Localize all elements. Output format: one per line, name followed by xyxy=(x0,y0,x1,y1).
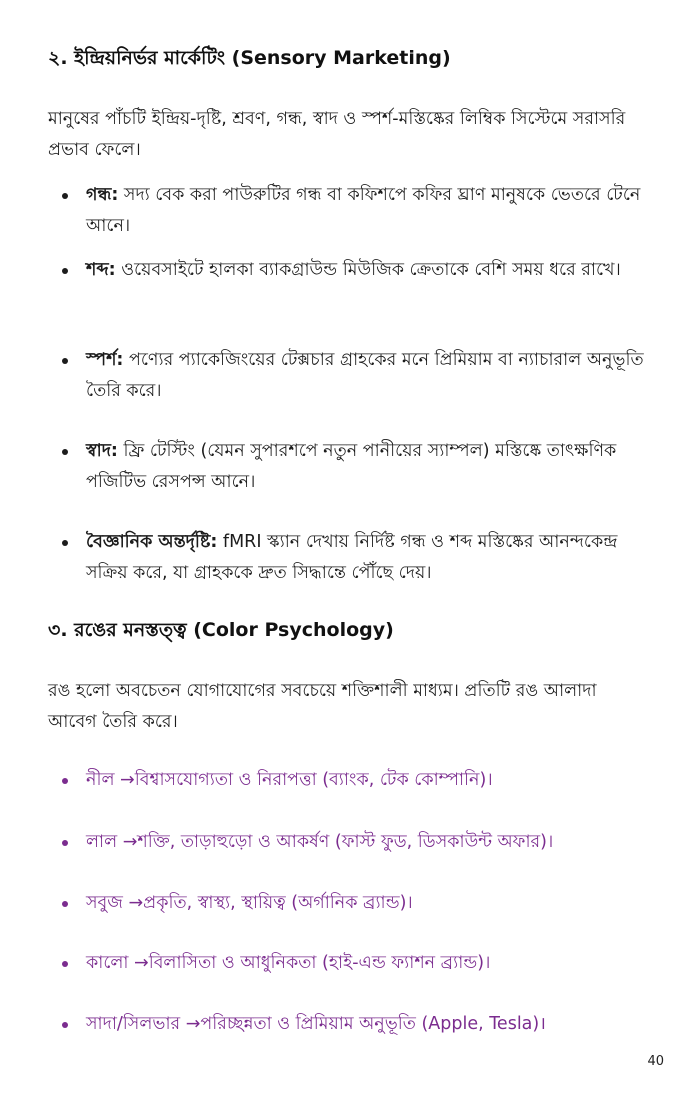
bullet xyxy=(62,778,68,784)
term-label: স্বাদ: xyxy=(86,441,118,461)
section-2-intro: মানুষের পাঁচটি ইন্দ্রিয়-দৃষ্টি, শ্রবণ, গন্ধ, স্বাদ ও স্পর্শ-মস্তিষ্কের লিম্বিক সিস্টেমে সরাসরি প্রভাব ফেলে। xyxy=(48,109,626,160)
bullet xyxy=(62,268,68,274)
page-number: 40 xyxy=(647,1054,664,1069)
bullet xyxy=(62,901,68,907)
color-item-text: সবুজ →প্রকৃতি, স্বাস্থ্য, স্থায়িত্ব (অর্গানিক ব্র্যান্ড)। xyxy=(86,893,413,913)
color-item-green xyxy=(62,888,652,919)
bullet xyxy=(62,193,68,199)
bullet xyxy=(62,1022,68,1028)
color-item-white xyxy=(62,1009,652,1040)
color-item-red xyxy=(62,827,652,858)
term-text: সদ্য বেক করা পাউরুটির গন্ধ বা কফিশপে কফির ঘ্রাণ মানুষকে ভেতরে টেনে আনে। xyxy=(86,185,641,236)
section-2-heading: ২. ইন্দ্রিয়নির্ভর মার্কেটিং (Sensory Marketing) xyxy=(48,47,451,69)
color-item-text: নীল →বিশ্বাসযোগ্যতা ও নিরাপত্তা (ব্যাংক, টেক কোম্পানি)। xyxy=(86,770,493,790)
bullet xyxy=(62,358,68,364)
bullet xyxy=(62,540,68,546)
term-text: পণ্যের প্যাকেজিংয়ের টেক্সচার গ্রাহকের মনে প্রিমিয়াম বা ন্যাচারাল অনুভূতি তৈরি করে। xyxy=(86,350,644,401)
term-label: গন্ধ: xyxy=(86,185,119,205)
term-text: ফ্রি টেস্টিং (যেমন সুপারশপে নতুন পানীয়ের স্যাম্পল) মস্তিষ্কে তাৎক্ষণিক পজিটিভ রেসপন্স আনে। xyxy=(86,441,617,492)
section-3-heading: ৩. রঙের মনস্তত্ত্ব (Color Psychology) xyxy=(48,619,394,641)
bullet xyxy=(62,961,68,967)
term-label: স্পর্শ: xyxy=(86,350,124,370)
list-item-smell xyxy=(62,180,647,242)
list-item-touch xyxy=(62,345,647,407)
color-item-text: কালো →বিলাসিতা ও আধুনিকতা (হাই-এন্ড ফ্যাশন ব্র্যান্ড)। xyxy=(86,953,491,973)
list-item-taste xyxy=(62,436,647,498)
section-3-intro: রঙ হলো অবচেতন যোগাযোগের সবচেয়ে শক্তিশালী মাধ্যম। প্রতিটি রঙ আলাদা আবেগ তৈরি করে। xyxy=(48,681,597,732)
color-item-text: লাল →শক্তি, তাড়াহুড়ো ও আকর্ষণ (ফাস্ট ফুড, ডিসকাউন্ট অফার)। xyxy=(86,832,554,852)
term-text: fMRI স্ক্যান দেখায় নির্দিষ্ট গন্ধ ও শব্দ মস্তিষ্কের আনন্দকেন্দ্র সক্রিয় করে, যা গ্রাহককে দ্রুত সিদ্ধান্তে পৌঁছে দেয়। xyxy=(86,532,618,583)
term-label: শব্দ: xyxy=(86,260,116,280)
color-item-text: সাদা/সিলভার →পরিচ্ছন্নতা ও প্রিমিয়াম অনুভূতি (Apple, Tesla)। xyxy=(86,1014,546,1034)
term-label: বৈজ্ঞানিক অন্তর্দৃষ্টি: xyxy=(86,532,218,552)
color-item-blue xyxy=(62,765,652,796)
list-item-sound xyxy=(62,255,647,286)
bullet xyxy=(62,840,68,846)
term-text: ওয়েবসাইটে হালকা ব্যাকগ্রাউন্ড মিউজিক ক্রেতাকে বেশি সময় ধরে রাখে। xyxy=(115,260,621,280)
color-item-black xyxy=(62,948,652,979)
bullet xyxy=(62,449,68,455)
list-item-insight xyxy=(62,527,647,589)
